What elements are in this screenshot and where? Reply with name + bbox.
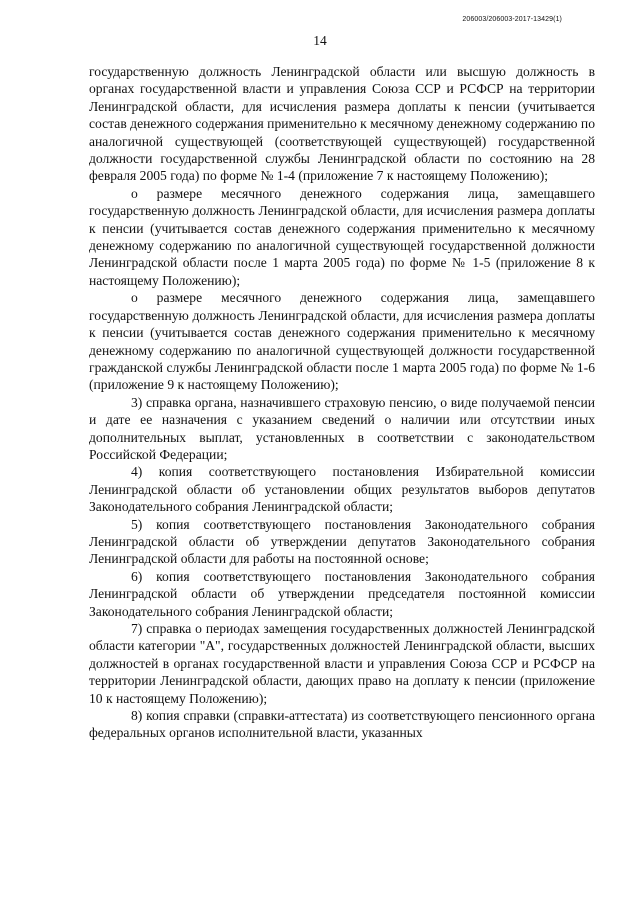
paragraph-8: 7) справка о периодах замещения государственных должностей Ленинградской области категории "А", государственных должностей Ленинградской области, высших должностей в органах государственной власти и управления Союза ССР и РСФСР на территории Ленинградской области, дающих право на доплату к пенсии (приложение 10 к настоящему Положению); [89, 621, 595, 706]
paragraph-7: 6) копия соответствующего постановления Законодательного собрания Ленинградской области об утверждении председателя постоянной комиссии Законодательного собрания Ленинградской области; [89, 568, 595, 619]
paragraph-6: 5) копия соответствующего постановления Законодательного собрания Ленинградской области об утверждении депутатов Законодательного собрания Ленинградской области для работы на постоянной основе; [89, 516, 595, 567]
paragraph-4: 3) справка органа, назначившего страховую пенсию, о виде получаемой пенсии и дате ее назначения с указанием сведений о наличии или отсутствии иных дополнительных выплат, установленных в соответствии с законодательством Российской Федерации; [89, 394, 595, 462]
page-number: 14 [313, 33, 327, 48]
paragraph-5: 4) копия соответствующего постановления Избирательной комиссии Ленинградской области об установлении общих результатов выборов депутатов Законодательного собрания Ленинградской области; [89, 464, 595, 515]
document-id: 206003/206003-2017-13429(1) [462, 16, 562, 23]
document-body [89, 63, 595, 742]
paragraph-2: о размере месячного денежного содержания лица, замещавшего государственную должность Ленинградской области, для исчисления размера доплаты к пенсии (учитывается состав денежного содержания применительно к месячному денежному содержанию по аналогичной существующей государственной должности Ленинградской области после 1 марта 2005 года) по форме № 1-5 (приложение 8 к настоящему Положению); [89, 185, 595, 288]
paragraph-3: о размере месячного денежного содержания лица, замещавшего государственную должность Ленинградской области, для исчисления размера доплаты к пенсии (учитывается состав денежного содержания применительно к месячному денежному содержанию по аналогичной существующей должности государственной гражданской службы Ленинградской области после 1 марта 2005 года) по форме № 1-6 (приложение 9 к настоящему Положению); [89, 290, 595, 393]
paragraph-9: 8) копия справки (справки-аттестата) из соответствующего пенсионного органа федеральных органов исполнительной власти, указанных [89, 708, 595, 741]
paragraph-1: государственную должность Ленинградской области или высшую должность в органах государственной власти и управления Союза ССР и РСФСР на территории Ленинградской области, для исчисления размера доплаты к пенсии (учитывается состав денежного содержания применительно к месячному денежному содержанию по аналогичной существующей (соответствующей существующей) государственной должности государственной службы Ленинградской области по состоянию на 28 февраля 2005 года) по форме № 1-4 (приложение 7 к настоящему Положению); [89, 64, 595, 184]
